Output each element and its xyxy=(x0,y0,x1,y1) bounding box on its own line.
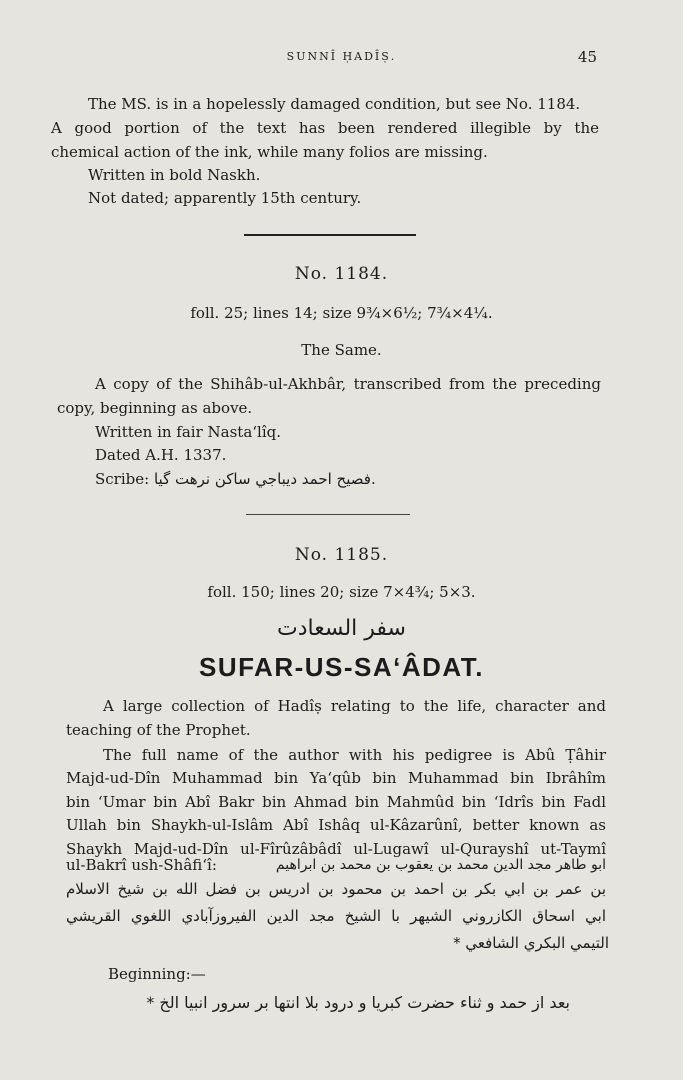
body-1185-line-7: Shaykh Majd-ud-Dîn ul-Fîrûzâbâdî ul-Lugawî ul-Qurayshî ut-Taymî xyxy=(66,840,606,858)
scribe-name-arabic: فصيح احمد ديباجي ساكن نرهت گيا xyxy=(153,470,371,488)
scribe-line xyxy=(95,467,376,491)
body-1184-line-4: Dated A.H. 1337. xyxy=(95,446,227,464)
section-divider xyxy=(246,514,410,515)
body-1184-line-2: copy, beginning as above. xyxy=(57,399,253,417)
body-1185-line-8 xyxy=(66,853,606,877)
arabic-pedigree-line-2: ابي اسحاق الكازروني الشيهر با الشيخ مجد الدين الفيروزآبادي اللغوي القريشي xyxy=(66,907,606,925)
running-head: SUNNÎ ḤADÎṢ. xyxy=(286,50,397,63)
body-1185-line-4: Majd-ud-Dîn Muhammad bin Ya‘qûb bin Muhammad bin Ibrâhîm xyxy=(66,769,606,787)
section-divider xyxy=(244,234,416,236)
arabic-pedigree-line-1: بن عمر بن ابي بكر بن احمد بن محمود بن ادريس بن فضل الله بن شيخ الاسلام xyxy=(66,880,606,898)
body-1185-line-2: teaching of the Prophet. xyxy=(66,721,251,739)
prev-line-1: The MS. is in a hopelessly damaged condition, but see No. 1184. xyxy=(88,95,581,113)
scribe-label: Scribe: xyxy=(95,470,150,488)
body-1185-line-6: Ullah bin Shaykh-ul-Islâm Abî Ishâq ul-Kâzarûnî, better known as xyxy=(66,816,606,834)
title-1184: The Same. xyxy=(301,341,382,359)
body-1185-line-3: The full name of the author with his pedigree is Abû Ṭâhir xyxy=(103,746,606,764)
entry-number-1184: No. 1184. xyxy=(294,264,389,284)
title-arabic-1185: سفر السعادت xyxy=(277,616,406,641)
body-1185-line-5: bin ‘Umar bin Abî Bakr bin Ahmad bin Mahmûd bin ‘Idrîs bin Fadl xyxy=(66,793,606,811)
body-1184-line-1: A copy of the Shihâb-ul-Akhbâr, transcribed from the preceding xyxy=(95,375,601,393)
body-1184-line-3: Written in fair Nasta‘lîq. xyxy=(95,423,281,441)
beginning-arabic: بعد از حمد و ثناء حضرت كبريا و درود بلا انتها بر سرور انبيا الخ * xyxy=(146,993,570,1012)
collation-1184: foll. 25; lines 14; size 9¾×6½; 7¾×4¼. xyxy=(190,304,493,322)
entry-number-1185: No. 1185. xyxy=(294,545,389,565)
prev-line-3: chemical action of the ink, while many folios are missing. xyxy=(51,143,488,161)
last-line-arabic: ابو طاهر مجد الدين محمد بن يعقوب بن محمد بن ابراهيم xyxy=(275,857,606,873)
scribe-end: . xyxy=(370,470,376,488)
prev-line-5: Not dated; apparently 15th century. xyxy=(88,189,362,207)
last-line-latin: ul-Bakrî ush-Shâfi‘î: xyxy=(66,856,217,874)
prev-line-2: A good portion of the text has been rendered illegible by the xyxy=(51,119,599,137)
collation-1185: foll. 150; lines 20; size 7×4¾; 5×3. xyxy=(207,583,476,601)
prev-line-4: Written in bold Naskh. xyxy=(88,166,261,184)
beginning-label: Beginning:— xyxy=(108,965,206,983)
arabic-pedigree-line-3: التيمي البكري الشافعي * xyxy=(453,934,609,952)
body-1185-line-1: A large collection of Hadîṣ relating to the life, character and xyxy=(103,697,606,715)
page-number: 45 xyxy=(577,48,597,66)
title-1185: SUFAR-US-SA‘ÂDAT. xyxy=(198,652,485,682)
